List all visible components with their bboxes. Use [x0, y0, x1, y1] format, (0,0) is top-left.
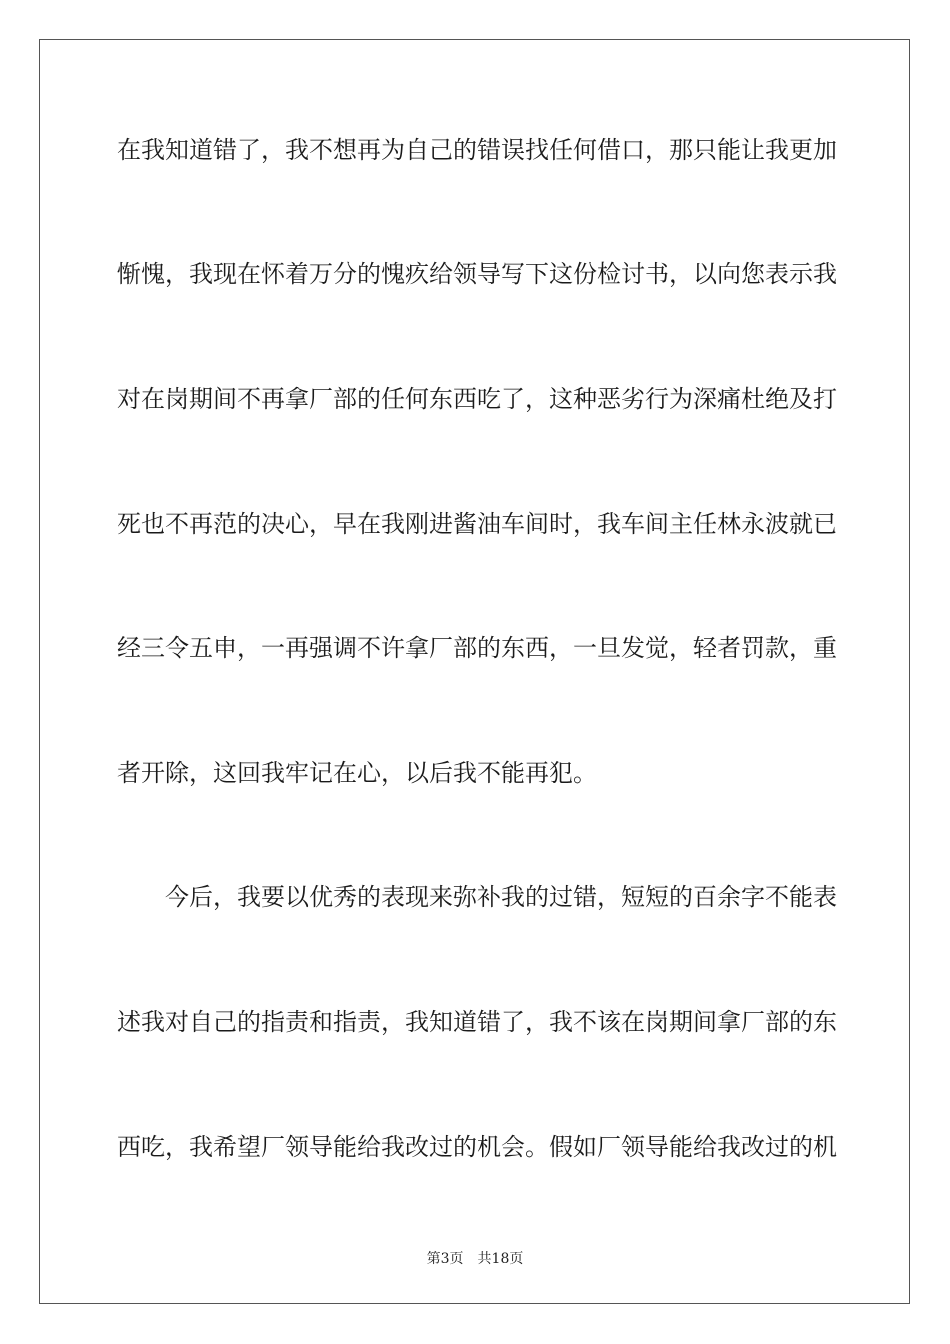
text-line: 今后，我要以优秀的表现来弥补我的过错，短短的百余字不能表: [165, 883, 837, 911]
text-line: 者开除，这回我牢记在心，以后我不能再犯。: [117, 759, 597, 787]
text-line: 死也不再范的决心，早在我刚进酱油车间时，我车间主任林永波就已: [117, 510, 837, 538]
page-total: 共18页: [477, 1251, 524, 1267]
text-line: 在我知道错了，我不想再为自己的错误找任何借口，那只能让我更加: [117, 136, 837, 164]
page-footer: [0, 1248, 950, 1268]
page-border: [39, 39, 910, 1304]
text-line: 对在岗期间不再拿厂部的任何东西吃了，这种恶劣行为深痛杜绝及打: [117, 385, 837, 413]
text-line: 西吃，我希望厂领导能给我改过的机会。假如厂领导能给我改过的机: [117, 1133, 837, 1161]
text-line: 惭愧，我现在怀着万分的愧疚给领导写下这份检讨书，以向您表示我: [117, 260, 837, 288]
page-number: 第3页: [426, 1251, 464, 1267]
text-line: 经三令五申，一再强调不许拿厂部的东西，一旦发觉，轻者罚款，重: [117, 634, 837, 662]
text-line: 述我对自己的指责和指责，我知道错了，我不该在岗期间拿厂部的东: [117, 1008, 837, 1036]
